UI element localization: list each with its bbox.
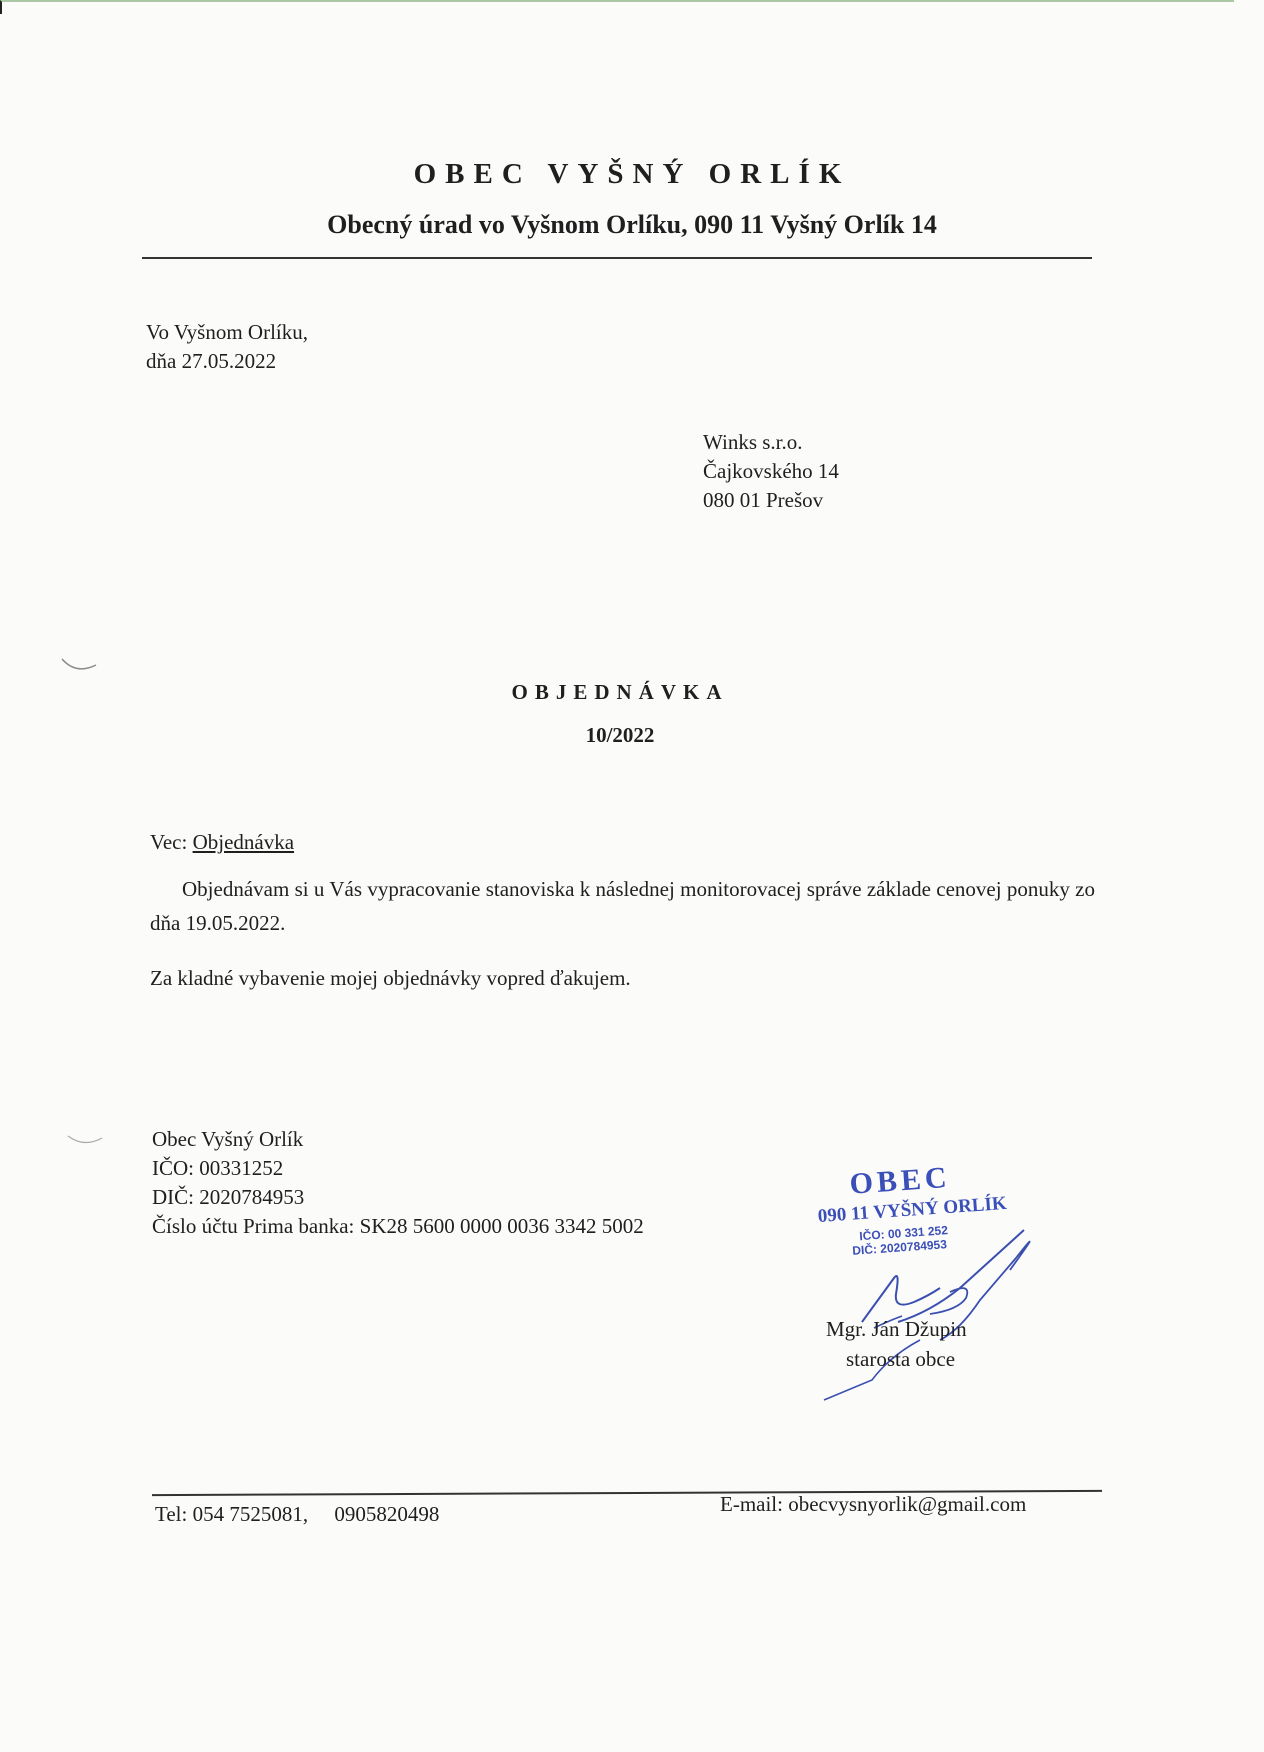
scan-mark	[60, 655, 100, 679]
document-number: 10/2022	[585, 723, 655, 747]
stamp-line-4: DIČ: 2020784953	[851, 1237, 948, 1258]
header-rule	[142, 257, 1092, 259]
stamp-line-3: IČO: 00 331 252	[858, 1223, 949, 1244]
scan-mark-2	[66, 1132, 106, 1152]
signatory-role: starosta obce	[846, 1347, 956, 1371]
subject-value: Objednávka	[192, 830, 295, 854]
place-date	[146, 318, 308, 376]
sender-dic: DIČ: 2020784953	[152, 1185, 305, 1209]
place-line: Vo Vyšnom Orlíku,	[146, 320, 309, 344]
document-title: OBJEDNÁVKA	[511, 680, 729, 704]
office-address: Obecný úrad vo Vyšnom Orlíku, 090 11 Vyšný Orlík 14	[327, 210, 937, 239]
sender-account: Číslo účtu Prima banka: SK28 5600 0000 0036 3342 5002	[152, 1214, 644, 1238]
subject-line	[150, 828, 294, 857]
footer-email: E-mail: obecvysnyorlik@gmail.com	[720, 1492, 1027, 1516]
recipient-name: Winks s.r.o.	[703, 430, 803, 454]
thanks-paragraph: Za kladné vybavenie mojej objednávky vopred ďakujem.	[150, 966, 631, 990]
municipality-title: OBEC VYŠNÝ ORLÍK	[413, 158, 851, 190]
stamp-line-2: 090 11 VYŠNÝ ORLÍK	[817, 1192, 1008, 1228]
signatory-name: Mgr. Ján Džupin	[826, 1317, 967, 1341]
recipient-street: Čajkovského 14	[703, 459, 839, 483]
signatory	[826, 1314, 967, 1374]
subject-label: Vec:	[150, 830, 188, 854]
sender-details	[152, 1125, 644, 1241]
date-line: dňa 27.05.2022	[146, 349, 277, 373]
footer-phone: Tel: 054 7525081, 0905820498	[155, 1502, 440, 1526]
sender-name: Obec Vyšný Orlík	[152, 1127, 304, 1151]
sender-ico: IČO: 00331252	[152, 1156, 284, 1180]
recipient-city: 080 01 Prešov	[703, 488, 824, 512]
scan-edge	[0, 0, 1234, 14]
stamp-line-1: OBEC	[848, 1160, 952, 1201]
recipient-address	[703, 428, 839, 515]
body-paragraph: Objednávam si u Vás vypracovanie stanoviska k následnej monitorovacej správe základe cenovej ponuky zo dňa 19.05.2022.	[150, 877, 1095, 935]
